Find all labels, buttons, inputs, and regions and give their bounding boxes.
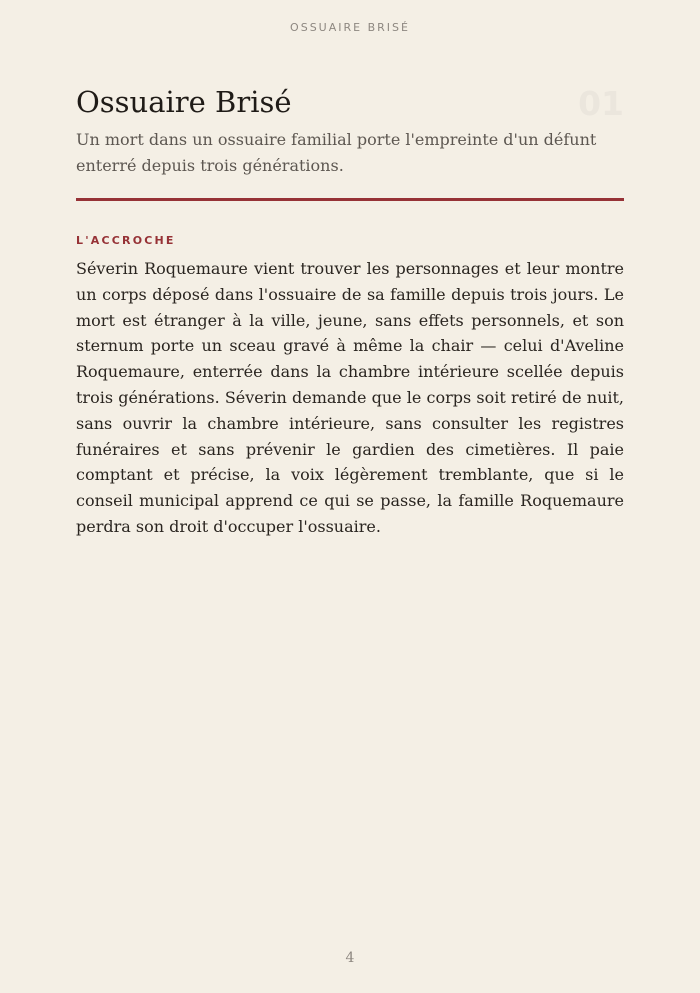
- title-row: [76, 82, 624, 122]
- entry-content: [76, 82, 624, 556]
- page-title: Ossuaire Brisé: [76, 85, 292, 119]
- entry-subtitle: Un mort dans un ossuaire familial porte l'empreinte d'un défunt enterré depuis trois générations.: [76, 130, 597, 175]
- section-label: L'ACCROCHE: [76, 234, 176, 247]
- divider-rule: [76, 198, 624, 201]
- section-body-text: Séverin Roquemaure vient trouver les personnages et leur montre un corps déposé dans l'ossuaire de sa famille depuis trois jours. Le mort est étranger à la ville, jeune, sans effets personnels, et son sternum porte un sceau gravé à même la chair — celui d'Aveline Roquemaure, enterrée dans la chambre intérieure scellée depuis trois générations. Séverin demande que le corps soit retiré de nuit, sans ouvrir la chambre intérieure, sans consulter les registres funéraires et sans prévenir le gardien des cimetières. Il paie comptant et précise, la voix légèrement tremblante, que si le conseil municipal apprend ce qui se passe, la famille Roquemaure perdra son droit d'occuper l'ossuaire.: [76, 259, 624, 536]
- running-header: OSSUAIRE BRISÉ: [290, 21, 410, 34]
- entry-number: 01: [578, 84, 624, 123]
- page-number: 4: [345, 950, 355, 966]
